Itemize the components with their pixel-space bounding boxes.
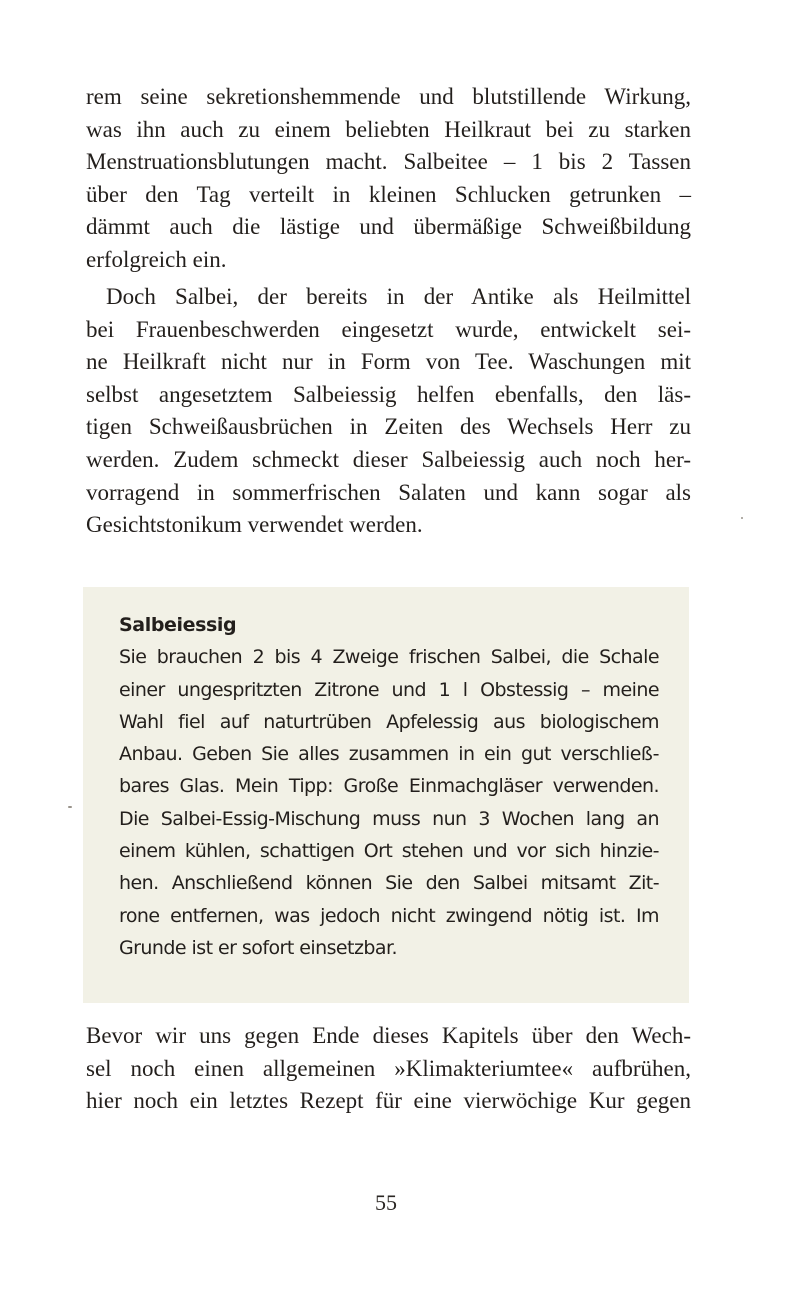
text-line: werden. Zudem schmeckt dieser Salbeiessig auch noch her- — [86, 446, 691, 472]
paragraph-salbei — [86, 281, 691, 542]
paragraph-klimakteriumtee — [86, 1020, 691, 1118]
recipe-line: rone entfernen, was jedoch nicht zwingend nötig ist. Im — [119, 904, 659, 927]
recipe-line: Sie brauchen 2 bis 4 Zweige frischen Salbei, die Schale — [119, 646, 659, 669]
print-speck — [741, 517, 743, 519]
text-line: hier noch ein letztes Rezept für eine vierwöchige Kur gegen — [86, 1088, 691, 1114]
recipe-line: Wahl fiel auf naturtrüben Apfelessig aus biologischem — [119, 710, 659, 733]
text-line: sel noch einen allgemeinen »Klimakteriumtee« aufbrühen, — [86, 1055, 691, 1081]
text-line: tigen Schweißausbrüchen in Zeiten des Wechsels Herr zu — [86, 414, 691, 440]
text-line: Menstruationsblutungen macht. Salbeitee – 1 bis 2 Tassen — [86, 149, 691, 175]
recipe-line: Die Salbei-Essig-Mischung muss nun 3 Wochen lang an — [119, 807, 659, 830]
print-speck — [68, 806, 72, 808]
recipe-box-content — [119, 609, 659, 964]
text-line: erfolgreich ein. — [86, 246, 227, 272]
text-line: ne Heilkraft nicht nur in Form von Tee. Waschungen mit — [86, 349, 691, 375]
paragraph-continuation — [86, 81, 691, 277]
recipe-line: Anbau. Geben Sie alles zusammen in ein gut verschließ- — [119, 743, 659, 766]
recipe-line: Grunde ist er sofort einsetzbar. — [119, 936, 397, 959]
recipe-line: bares Glas. Mein Tipp: Große Einmachgläser verwenden. — [119, 775, 659, 798]
text-line: dämmt auch die lästige und übermäßige Schweißbildung — [86, 214, 691, 240]
recipe-line: hen. Anschließend können Sie den Salbei mitsamt Zit- — [119, 872, 659, 895]
recipe-line: einer ungespritzten Zitrone und 1 l Obstessig – meine — [119, 678, 659, 701]
text-line: Gesichtstonikum verwendet werden. — [86, 512, 423, 538]
text-line: selbst angesetztem Salbeiessig helfen ebenfalls, den läs- — [86, 381, 691, 407]
page-number: 55 — [375, 1190, 397, 1215]
text-line: Doch Salbei, der bereits in der Antike als Heilmittel — [106, 284, 691, 309]
recipe-line: einem kühlen, schattigen Ort stehen und vor sich hinzie- — [119, 840, 659, 863]
recipe-title: Salbeiessig — [119, 614, 237, 636]
text-line: was ihn auch zu einem beliebten Heilkraut bei zu starken — [86, 116, 691, 142]
text-line: vorragend in sommerfrischen Salaten und kann sogar als — [86, 479, 691, 505]
text-line: Bevor wir uns gegen Ende dieses Kapitels über den Wech- — [86, 1023, 691, 1048]
text-line: über den Tag verteilt in kleinen Schlucken getrunken – — [86, 181, 691, 207]
text-line: bei Frauenbeschwerden eingesetzt wurde, entwickelt sei- — [86, 316, 691, 342]
text-line: rem seine sekretionshemmende und blutstillende Wirkung, — [86, 84, 691, 109]
recipe-box — [83, 587, 689, 1003]
